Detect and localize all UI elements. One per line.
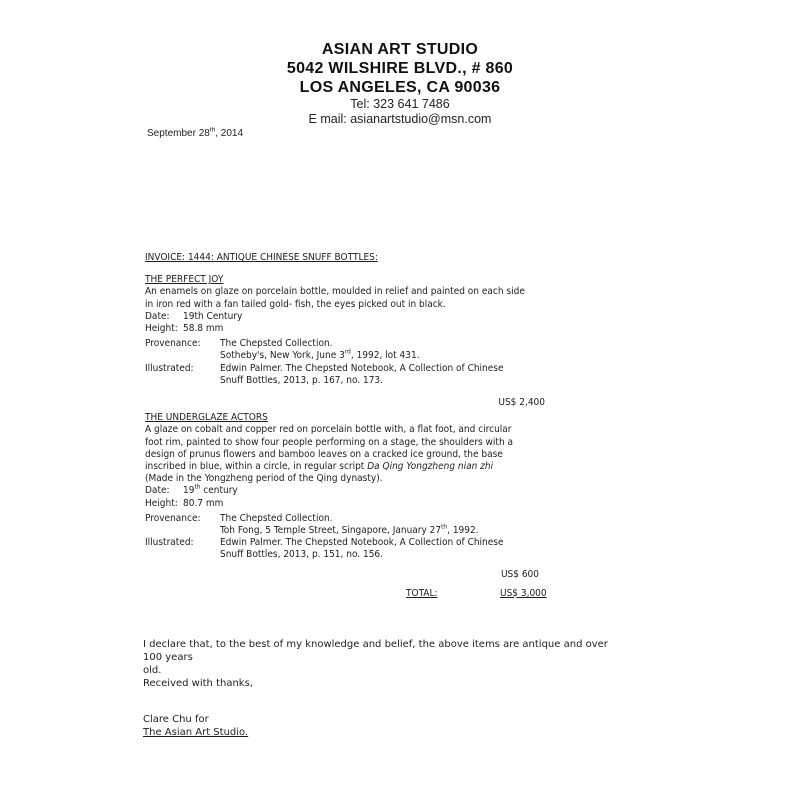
provenance-line: Sotheby's, New York, June 3rd, 1992, lot 431. (220, 348, 420, 362)
provenance-line: The Chepsted Collection. (220, 338, 333, 350)
illustrated-line: Edwin Palmer. The Chepsted Notebook, A Collection of Chinese (220, 362, 504, 374)
studio-name: ASIAN ART STUDIO (321, 41, 479, 58)
item-price: US$ 600 (500, 568, 539, 580)
illustrated-label: Illustrated: (145, 537, 194, 549)
height-label: Height: (145, 497, 178, 509)
item-provenance-row (145, 513, 615, 525)
item-date-row (145, 485, 615, 497)
declaration (143, 638, 613, 690)
item-provenance-row (145, 338, 615, 350)
mark-inscription: Da Qing Yongzheng nian zhi (367, 461, 494, 473)
item-description-line: design of prunus flowers and bamboo leaves on a cracked ice ground, the base (145, 448, 503, 460)
item-height-row (145, 498, 615, 510)
date-year: , 2014 (215, 128, 244, 139)
total-value: US$ 3,000 (500, 587, 547, 599)
item-underglaze-actors (145, 412, 615, 581)
height-value: 58.8 mm (183, 323, 224, 335)
declaration-line: I declare that, to the best of my knowledge and belief, the above items are antique and over 100 years (143, 639, 608, 663)
provenance-label: Provenance: (145, 338, 201, 350)
invoice-title: INVOICE: 1444: ANTIQUE CHINESE SNUFF BOTTLES: (145, 252, 378, 263)
item-description-line: in iron red with a fan tailed gold- fish, the eyes picked out in black. (145, 298, 446, 310)
item-date-row (145, 311, 615, 323)
provenance-label: Provenance: (145, 512, 201, 524)
item-illustrated-row (145, 363, 615, 375)
thanks-line: Received with thanks, (143, 678, 253, 689)
total-label: TOTAL: (406, 587, 438, 599)
date-label: Date: (145, 485, 170, 497)
studio-telephone: Tel: 323 641 7486 (350, 97, 450, 111)
illustrated-label: Illustrated: (145, 362, 194, 374)
item-price: US$ 2,400 (498, 397, 545, 409)
signer-company: The Asian Art Studio. (143, 727, 249, 738)
date-value: 19th century (183, 483, 238, 497)
item-title: THE PERFECT JOY (145, 274, 224, 286)
illustrated-line: Snuff Bottles, 2013, p. 167, no. 173. (220, 374, 384, 386)
invoice-date (147, 128, 243, 139)
declaration-line: old. (143, 665, 162, 676)
signature-block (143, 713, 248, 739)
height-label: Height: (145, 323, 178, 335)
studio-address-line2: LOS ANGELES, CA 90036 (299, 79, 501, 96)
date-ordinal: th (209, 126, 216, 134)
date-prefix: September 28 (147, 128, 210, 139)
height-value: 80.7 mm (183, 497, 224, 509)
date-value: 19th Century (183, 310, 243, 322)
item-perfect-joy (145, 274, 615, 409)
item-description-line: inscribed in blue, within a circle, in regular script Da Qing Yongzheng nian zhi (145, 461, 494, 473)
illustrated-line: Edwin Palmer. The Chepsted Notebook, A Collection of Chinese (220, 537, 504, 549)
item-height-row (145, 323, 615, 335)
item-description-line: (Made in the Yongzheng period of the Qing dynasty). (145, 473, 383, 485)
invoice-body (145, 252, 615, 602)
illustrated-line: Snuff Bottles, 2013, p. 151, no. 156. (220, 549, 384, 561)
item-description-line: A glaze on cobalt and copper red on porcelain bottle with, a flat foot, and circular (145, 424, 512, 436)
studio-address-line1: 5042 WILSHIRE BLVD., # 860 (286, 60, 514, 77)
item-title: THE UNDERGLAZE ACTORS (145, 412, 268, 424)
provenance-line: The Chepsted Collection. (220, 512, 333, 524)
item-description-line: foot rim, painted to show four people performing on a stage, the shoulders with a (145, 436, 514, 448)
letterhead (0, 40, 800, 127)
date-label: Date: (145, 310, 170, 322)
item-illustrated-row (145, 537, 615, 549)
studio-email: E mail: asianartstudio@msn.com (308, 112, 492, 126)
signer-name: Clare Chu for (143, 714, 209, 725)
provenance-line: Toh Fong, 5 Temple Street, Singapore, January 27th, 1992. (220, 522, 479, 537)
total-row (145, 588, 615, 602)
item-description-line: An enamels on glaze on porcelain bottle, moulded in relief and painted on each side (145, 286, 525, 298)
